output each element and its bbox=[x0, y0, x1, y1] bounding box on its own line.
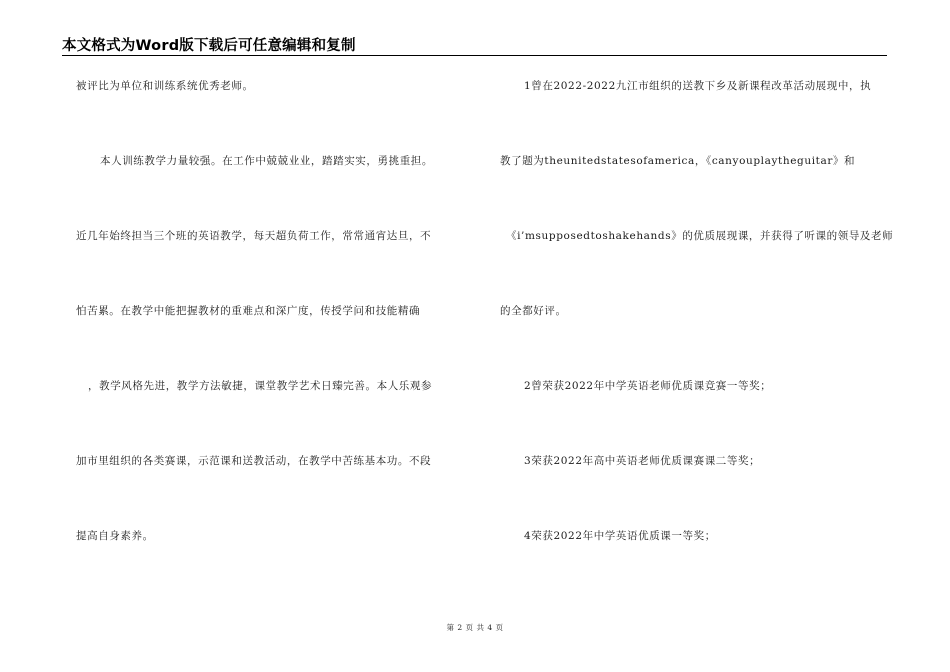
text-line: 的全都好评。 bbox=[500, 305, 567, 317]
text-line: 近几年始终担当三个班的英语教学，每天超负荷工作，常常通宵达旦，不 bbox=[76, 230, 432, 242]
text-line: 1曾在2022-2022九江市组织的送教下乡及新课程改革活动展现中，执 bbox=[524, 80, 872, 92]
text-line: 教了题为theunitedstatesofamerica，《canyouplaytheguitar》和 bbox=[500, 155, 856, 167]
text-line: 怕苦累。在教学中能把握教材的重难点和深广度，传授学问和技能精确 bbox=[76, 305, 421, 317]
text-line: 2曾荣获2022年中学英语老师优质课竞赛一等奖； bbox=[524, 380, 772, 392]
text-line: 被评比为单位和训练系统优秀老师。 bbox=[76, 80, 254, 92]
text-line: ，教学风格先进，教学方法敏捷，课堂教学艺术日臻完善。本人乐观参 bbox=[88, 380, 433, 392]
document-header-title: 本文格式为Word版下载后可任意编辑和复制 bbox=[62, 38, 356, 54]
text-line: 4荣获2022年中学英语优质课一等奖； bbox=[524, 530, 716, 542]
header-divider bbox=[62, 55, 887, 56]
page-number-footer: 第 2 页 共 4 页 bbox=[446, 623, 504, 632]
text-line: 3荣获2022年高中英语老师优质课赛课二等奖； bbox=[524, 455, 761, 467]
text-line: 加市里组织的各类赛课，示范课和送教活动，在教学中苦练基本功。不段 bbox=[76, 455, 432, 467]
text-line: 提高自身素养。 bbox=[76, 530, 154, 542]
text-line: 本人训练教学力量较强。在工作中兢兢业业，踏踏实实，勇挑重担。 bbox=[100, 155, 433, 167]
text-line: 《i’msupposedtoshakehands》的优质展现课，并获得了听课的领导及老师 bbox=[506, 230, 894, 242]
